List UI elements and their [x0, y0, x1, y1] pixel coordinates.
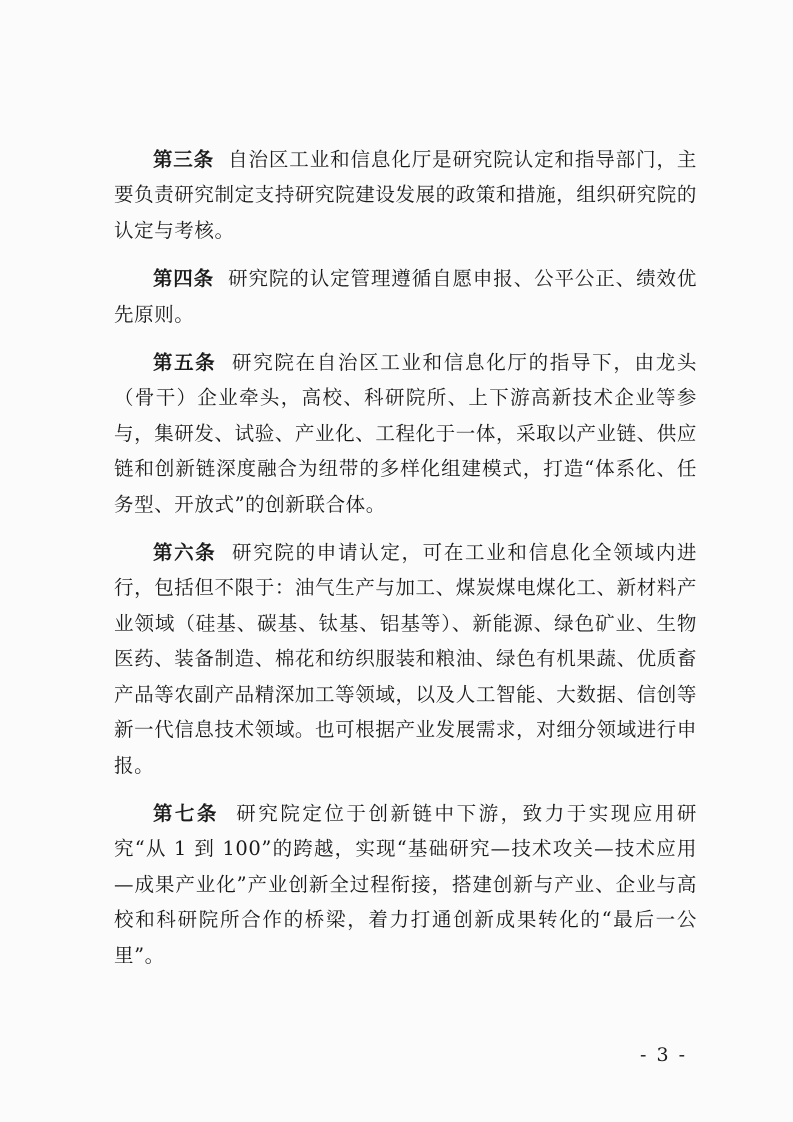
- article-text: 自治区工业和信息化厅是研究院认定和指导部门，主要负责研究制定支持研究院建设发展的政策和措施，组织研究院的认定与考核。: [114, 148, 697, 242]
- article-heading: 第七条: [153, 801, 219, 825]
- document-body: [114, 142, 697, 986]
- article-heading: 第五条: [153, 351, 217, 375]
- page-number: - 3 -: [639, 1044, 687, 1066]
- article-text: 研究院定位于创新链中下游，致力于实现应用研究“从 1 到 100”的跨越，实现“基础研究—技术攻关—技术应用—成果产业化”产业创新全过程衔接，搭建创新与产业、企业与高校和科研院所合作的桥梁，着力打通创新成果转化的“最后一公里”。: [114, 801, 697, 967]
- article-4: [114, 261, 697, 332]
- article-5: [114, 345, 697, 522]
- article-3: [114, 142, 697, 248]
- article-text: 研究院的认定管理遵循自愿申报、公平公正、绩效优先原则。: [114, 267, 697, 326]
- article-heading: 第六条: [153, 541, 217, 565]
- article-7: [114, 796, 697, 973]
- article-heading: 第三条: [153, 148, 214, 171]
- article-6: [114, 535, 697, 783]
- article-heading: 第四条: [153, 267, 214, 291]
- article-text: 研究院在自治区工业和信息化厅的指导下，由龙头（骨干）企业牵头，高校、科研院所、上下游高新技术企业等参与，集研发、试验、产业化、工程化于一体，采取以产业链、供应链和创新链深度融合为纽带的多样化组建模式，打造“体系化、任务型、开放式”的创新联合体。: [114, 351, 697, 516]
- article-text: 研究院的申请认定，可在工业和信息化全领域内进行，包括但不限于：油气生产与加工、煤炭煤电煤化工、新材料产业领域（硅基、碳基、钛基、铝基等）、新能源、绿色矿业、生物医药、装备制造、棉花和纺织服装和粮油、绿色有机果蔬、优质畜产品等农副产品精深加工等领域，以及人工智能、大数据、信创等新一代信息技术领域。也可根据产业发展需求，对细分领域进行申报。: [114, 541, 697, 777]
